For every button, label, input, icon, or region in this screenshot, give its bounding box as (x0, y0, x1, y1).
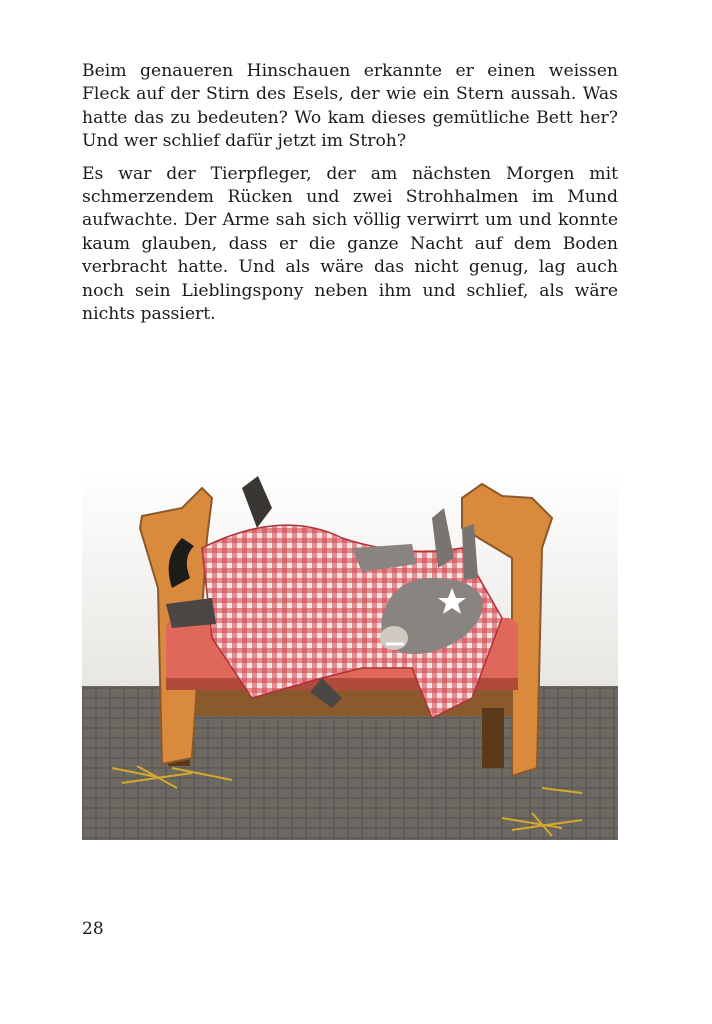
paragraph-1: Beim genaueren Hinschauen erkannte er einen weissen Fleck auf der Stirn des Esels, der wie ein Stern aussah. Was hatte das zu bedeuten? Wo kam dieses gemütliche Bett her? Und wer schlief dafür jetzt im Stroh? (82, 61, 618, 152)
story-text (82, 60, 618, 335)
paragraph-2: Es war der Tierpfleger, der am nächsten Morgen mit schmerzendem Rücken und zwei Strohhalmen im Mund aufwachte. Der Arme sah sich völlig verwirrt um und konnte kaum glauben, dass er die ganze Nacht auf dem Boden verbracht hatte. Und als wäre das nicht genug, lag auch noch sein Lieblingspony neben ihm und schlief, als wäre nichts passiert. (82, 163, 618, 325)
page-number: 28 (82, 919, 104, 939)
donkey-in-bed-illustration (82, 468, 618, 840)
